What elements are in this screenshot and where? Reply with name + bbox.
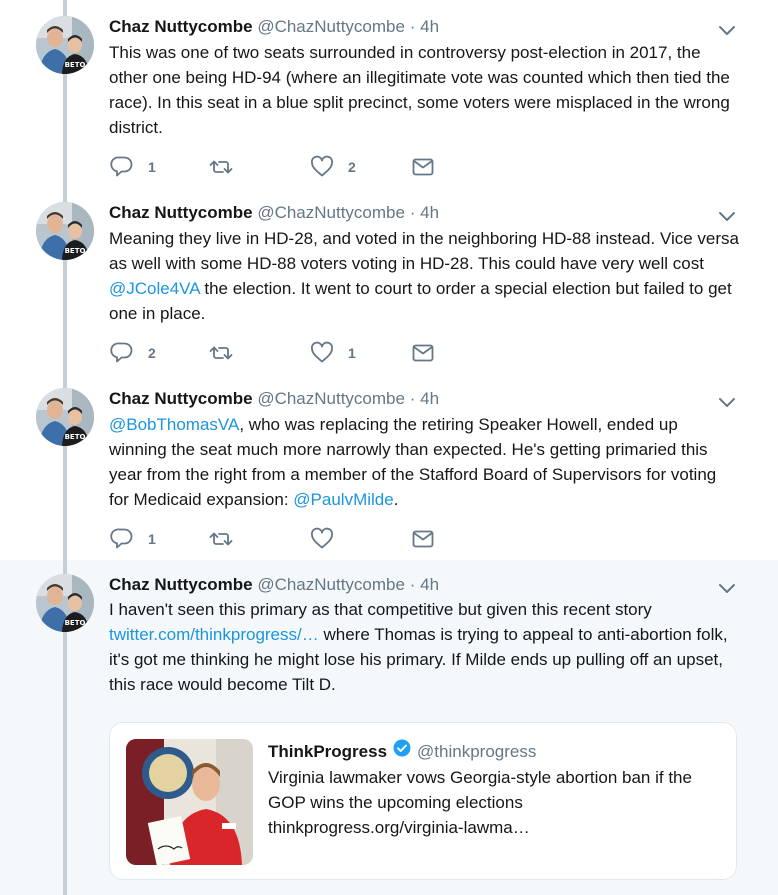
retweet-icon <box>209 341 233 365</box>
separator-dot: · <box>409 389 416 408</box>
tweet-3[interactable] <box>0 376 778 560</box>
mention-link[interactable]: @JCole4VA <box>109 279 200 298</box>
like-button[interactable] <box>310 341 356 365</box>
mention-link[interactable]: @BobThomasVA <box>109 415 240 434</box>
reply-button[interactable] <box>110 527 156 551</box>
card-image <box>126 739 253 865</box>
retweet-icon <box>209 527 233 551</box>
heart-icon <box>310 155 334 179</box>
text-segment: where Thomas is trying to appeal to anti-abortion folk, it's got me thinking he might lose his primary. If Milde ends up pulling off an upset, this race would become Tilt D. <box>109 625 728 694</box>
author-handle[interactable]: @ChazNuttycombe <box>257 389 405 408</box>
like-count: 2 <box>348 159 356 175</box>
timestamp[interactable]: 4h <box>420 389 440 408</box>
timestamp[interactable]: 4h <box>420 575 440 594</box>
tweet-actions <box>110 527 470 551</box>
author-name[interactable]: Chaz Nuttycombe <box>109 203 253 222</box>
avatar[interactable] <box>36 16 94 74</box>
tweet-actions <box>110 341 470 365</box>
tweet-text <box>109 226 739 326</box>
tweet-text: This was one of two seats surrounded in controversy post-election in 2017, the other one being HD-94 (where an illegitimate vote was counted which then tied the race). In this seat in a blue split precinct, some voters were misplaced in the wrong district. <box>109 43 730 137</box>
direct-message-button[interactable] <box>411 341 435 365</box>
text-segment: the election. It went to court to order a special election but failed to get one in place. <box>109 279 732 323</box>
timestamp[interactable]: 4h <box>420 203 440 222</box>
heart-icon <box>310 527 334 551</box>
verified-badge-icon <box>393 739 411 764</box>
reply-icon <box>110 341 134 365</box>
card-url: thinkprogress.org/virginia-lawma… <box>268 818 530 837</box>
quoted-tweet-card[interactable] <box>109 722 737 880</box>
heart-icon <box>310 341 334 365</box>
retweet-icon <box>209 155 233 179</box>
chevron-down-icon[interactable] <box>716 581 738 595</box>
retweet-button[interactable] <box>209 341 247 365</box>
text-segment: . <box>393 490 399 509</box>
reply-count: 2 <box>148 345 156 361</box>
reply-icon <box>110 527 134 551</box>
reply-count: 1 <box>148 159 156 175</box>
chevron-down-icon[interactable] <box>716 23 738 37</box>
retweet-button[interactable] <box>209 155 247 179</box>
text-segment: Meaning they live in HD-28, and voted in the neighboring HD-88 instead. Vice versa as well with some HD-88 voters voting in HD-28. This could have very well cost <box>109 229 739 273</box>
author-handle[interactable]: @ChazNuttycombe <box>257 17 405 36</box>
tweet-header <box>109 574 439 596</box>
author-name[interactable]: Chaz Nuttycombe <box>109 575 253 594</box>
envelope-icon <box>411 155 435 179</box>
tweet-1[interactable] <box>0 0 778 190</box>
avatar[interactable] <box>36 574 94 632</box>
envelope-icon <box>411 527 435 551</box>
tweet-2[interactable] <box>0 190 778 376</box>
reply-icon <box>110 155 134 179</box>
thread-line <box>63 0 67 895</box>
direct-message-button[interactable] <box>411 155 435 179</box>
like-button[interactable] <box>310 527 348 551</box>
separator-dot: · <box>409 575 416 594</box>
retweet-button[interactable] <box>209 527 247 551</box>
separator-dot: · <box>409 203 416 222</box>
tweet-header <box>109 202 439 224</box>
mention-link[interactable]: @PaulvMilde <box>293 490 394 509</box>
reply-button[interactable] <box>110 155 156 179</box>
direct-message-button[interactable] <box>411 527 435 551</box>
reply-count: 1 <box>148 531 156 547</box>
tweet-text <box>109 412 739 512</box>
tweet-header <box>109 388 439 410</box>
card-author-handle: @thinkprogress <box>417 741 537 761</box>
tweet-actions <box>110 155 470 179</box>
avatar[interactable] <box>36 388 94 446</box>
separator-dot: · <box>409 17 416 36</box>
author-handle[interactable]: @ChazNuttycombe <box>257 575 405 594</box>
text-segment: I haven't seen this primary as that competitive but given this recent story <box>109 600 652 619</box>
author-name[interactable]: Chaz Nuttycombe <box>109 17 253 36</box>
envelope-icon <box>411 341 435 365</box>
chevron-down-icon[interactable] <box>716 395 738 409</box>
text-segment: , who was replacing the retiring Speaker Howell, ended up winning the seat much more narrowly than expected. He's getting primaried this year from the right from a member of the Stafford Board of Supervisors for voting for Medicaid expansion: <box>109 415 717 509</box>
avatar[interactable] <box>36 202 94 260</box>
like-count: 1 <box>348 345 356 361</box>
card-author-name: ThinkProgress <box>268 741 388 761</box>
tweet-text <box>109 597 739 697</box>
reply-button[interactable] <box>110 341 156 365</box>
url-link[interactable]: twitter.com/thinkprogress/… <box>109 625 319 644</box>
chevron-down-icon[interactable] <box>716 209 738 223</box>
author-handle[interactable]: @ChazNuttycombe <box>257 203 405 222</box>
tweet-header <box>109 16 439 38</box>
card-title: Virginia lawmaker vows Georgia-style abortion ban if the GOP wins the upcoming elections <box>268 768 692 812</box>
timestamp[interactable]: 4h <box>420 17 440 36</box>
author-name[interactable]: Chaz Nuttycombe <box>109 389 253 408</box>
like-button[interactable] <box>310 155 356 179</box>
card-header <box>268 739 536 764</box>
card-text <box>268 765 708 840</box>
